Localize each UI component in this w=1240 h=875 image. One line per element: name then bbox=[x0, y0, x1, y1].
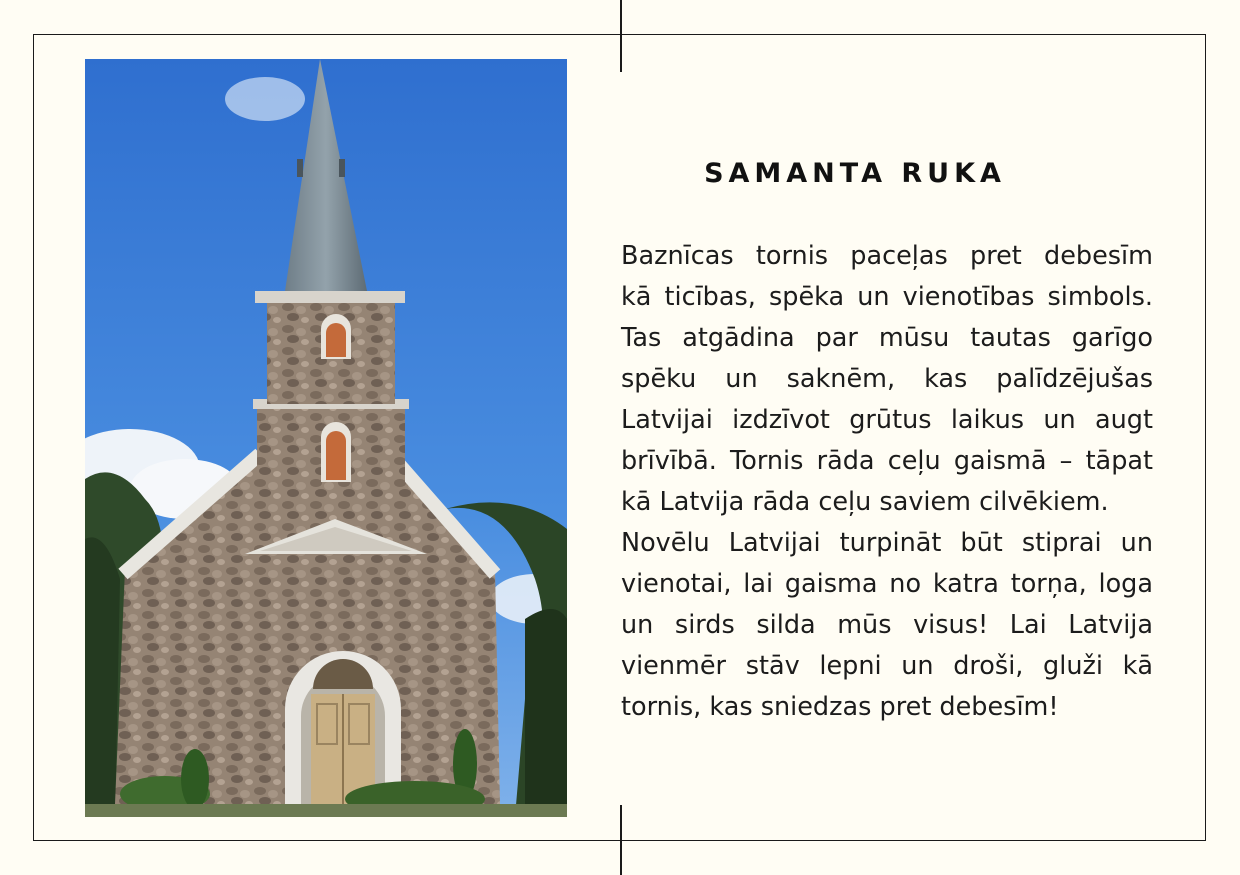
message-line: brīvībā. Tornis rāda ceļu gaismā – tāpat bbox=[621, 446, 1153, 476]
divider-tick-top bbox=[620, 0, 622, 72]
message-line: Tas atgādina par mūsu tautas garīgo bbox=[621, 323, 1153, 353]
message-line: vienmēr stāv lepni un droši, gluži kā bbox=[621, 651, 1153, 681]
message-line: spēku un saknēm, kas palīdzējušas bbox=[621, 364, 1153, 394]
message-line: Novēlu Latvijai turpināt būt stiprai un bbox=[621, 528, 1153, 558]
message-line: Latvijai izdzīvot grūtus laikus un augt bbox=[621, 405, 1153, 435]
church-tower-photo bbox=[85, 59, 567, 817]
message-line: kā Latvija rāda ceļu saviem cilvēkiem. bbox=[621, 487, 1109, 517]
message-text bbox=[621, 236, 1153, 728]
author-name: SAMANTA RUKA bbox=[704, 158, 1006, 189]
message-line: kā ticības, spēka un vienotības simbols. bbox=[621, 282, 1153, 312]
divider-tick-bottom bbox=[620, 805, 622, 875]
message-line: vienotai, lai gaisma no katra torņa, loga bbox=[621, 569, 1153, 599]
message-line: Baznīcas tornis paceļas pret debesīm bbox=[621, 241, 1153, 271]
message-line: un sirds silda mūs visus! Lai Latvija bbox=[621, 610, 1153, 640]
message-line: tornis, kas sniedzas pret debesīm! bbox=[621, 692, 1059, 722]
